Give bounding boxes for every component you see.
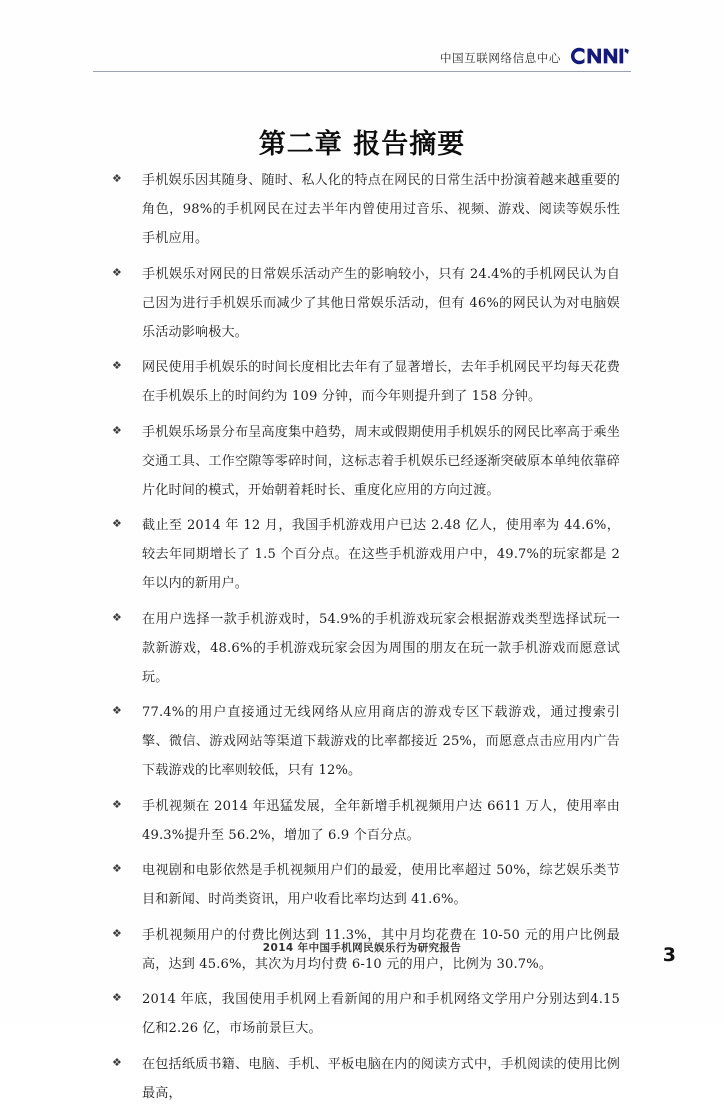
diamond-bullet-icon: ❖ — [112, 991, 122, 1004]
header-organization-name: 中国互联网络信息中心 — [440, 50, 561, 65]
cnnic-logo-icon — [569, 46, 631, 66]
header-branding — [440, 46, 631, 66]
list-item — [112, 605, 620, 692]
list-item — [112, 166, 620, 253]
list-item — [112, 418, 620, 505]
page-title: 第二章 报告摘要 — [258, 129, 466, 161]
list-item-text: 手机娱乐对网民的日常娱乐活动产生的影响较小，只有 24.4%的手机网民认为自己因为进行手机娱乐而减少了其他日常娱乐活动，但有 46%的网民认为对电脑娱乐活动影响极大。 — [142, 266, 620, 340]
diamond-bullet-icon: ❖ — [112, 172, 122, 185]
list-item-text: 截止至 2014 年 12 月，我国手机游戏用户已达 2.48 亿人，使用率为 44.6%，较去年同期增长了 1.5 个百分点。在这些手机游戏用户中，49.7%的玩家都是 2 年以内的新用户。 — [142, 518, 620, 591]
diamond-bullet-icon: ❖ — [112, 1055, 122, 1069]
header-divider — [93, 71, 631, 72]
list-item-text: 77.4%的用户直接通过无线网络从应用商店的游戏专区下载游戏，通过搜索引擎、微信、游戏网站等渠道下载游戏的比率都接近 25%，而愿意点击应用内广告下载游戏的比率则较低，只有 12%。 — [142, 705, 620, 778]
list-item-text: 在用户选择一款手机游戏时，54.9%的手机游戏玩家会根据游戏类型选择试玩一款新游戏，48.6%的手机游戏玩家会因为周围的朋友在玩一款手机游戏而愿意试玩。 — [142, 611, 620, 685]
diamond-bullet-icon: ❖ — [112, 797, 122, 811]
list-item-text: 手机视频在 2014 年迅猛发展，全年新增手机视频用户达 6611 万人，使用率由 49.3%提升至 56.2%，增加了 6.9 个百分点。 — [142, 798, 620, 843]
list-item-text: 手机娱乐场景分布呈高度集中趋势，周末或假期使用手机娱乐的网民比率高于乘坐交通工具、工作空隙等零碎时间，这标志着手机娱乐已经逐渐突破原本单纯依靠碎片化时间的模式，开始朝着耗时长、重度化应用的方向过渡。 — [142, 424, 620, 498]
footer-report-title: 2014 年中国手机网民娱乐行为研究报告 — [262, 942, 462, 954]
list-item-text: 2014 年底，我国使用手机网上看新闻的用户和手机网络文学用户分别达到4.15 亿和2.26 亿，市场前景巨大。 — [142, 992, 620, 1036]
diamond-bullet-icon: ❖ — [112, 610, 122, 624]
list-item — [112, 1050, 620, 1108]
list-item — [112, 511, 620, 598]
diamond-bullet-icon: ❖ — [112, 359, 122, 372]
diamond-bullet-icon: ❖ — [112, 423, 122, 437]
list-item — [112, 985, 620, 1043]
diamond-bullet-icon: ❖ — [112, 862, 122, 875]
diamond-bullet-icon: ❖ — [112, 704, 122, 717]
list-item-text: 在包括纸质书籍、电脑、手机、平板电脑在内的阅读方式中，手机阅读的使用比例最高， — [142, 1056, 620, 1101]
list-item-text: 电视剧和电影依然是手机视频用户们的最爱，使用比率超过 50%，综艺娱乐类节目和新闻、时尚类资讯，用户收看比率均达到 41.6%。 — [142, 863, 620, 907]
list-item-text: 手机视频用户的付费比例达到 11.3%，其中月均花费在 10-50 元的用户比例最高，达到 45.6%，其次为月均付费 6-10 元的用户，比例为 30.7%。 — [142, 927, 620, 972]
diamond-bullet-icon: ❖ — [112, 265, 122, 279]
page-number: 3 — [662, 944, 676, 966]
page-footer — [0, 936, 724, 955]
list-item — [112, 260, 620, 347]
list-item — [112, 698, 620, 785]
page-header — [93, 40, 631, 72]
diamond-bullet-icon: ❖ — [112, 926, 122, 940]
list-item-text: 网民使用手机娱乐的时间长度相比去年有了显著增长，去年手机网民平均每天花费在手机娱乐上的时间约为 109 分钟，而今年则提升到了 158 分钟。 — [142, 360, 620, 404]
list-item-text: 手机娱乐因其随身、随时、私人化的特点在网民的日常生活中扮演着越来越重要的角色，98%的手机网民在过去半年内曾使用过音乐、视频、游戏、阅读等娱乐性手机应用。 — [142, 173, 620, 246]
list-item — [112, 856, 620, 914]
diamond-bullet-icon: ❖ — [112, 517, 122, 530]
list-item — [112, 792, 620, 850]
list-item — [112, 353, 620, 411]
summary-bullet-list — [112, 166, 620, 1114]
